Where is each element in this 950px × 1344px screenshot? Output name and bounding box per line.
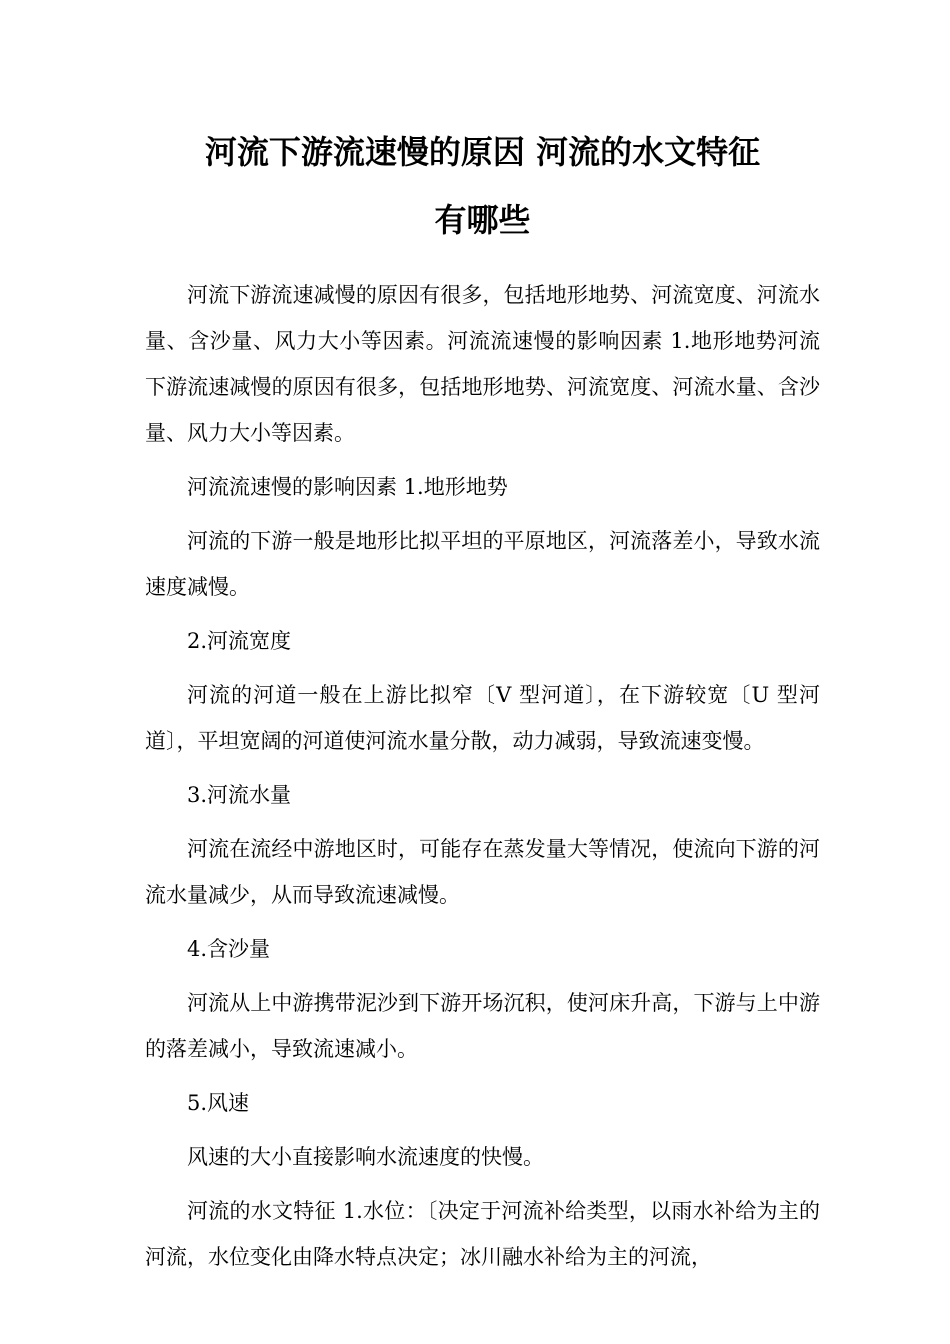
heading-river-width: 2.河流宽度 (187, 629, 292, 653)
paragraph-water-volume: 河流在流经中游地区时，可能存在蒸发量大等情况，使流向下游的河流水量减少，从而导致流速减慢。 (145, 837, 820, 907)
document-title (145, 118, 820, 254)
paragraph-hydrology: 河流的水文特征 1.水位：〔决定于河流补给类型，以雨水补给为主的河流，水位变化由降水特点决定；冰川融水补给为主的河流， (145, 1199, 820, 1269)
paragraph-sediment: 河流从上中游携带泥沙到下游开场沉积，使河床升高，下游与上中游的落差减小，导致流速减小。 (145, 991, 820, 1061)
paragraph-intro: 河流下游流速减慢的原因有很多，包括地形地势、河流宽度、河流水量、含沙量、风力大小等因素。河流流速慢的影响因素 1.地形地势河流下游流速减慢的原因有很多，包括地形地势、河流宽度、河流水量、含沙量、风力大小等因素。 (145, 283, 820, 445)
document-body (145, 272, 820, 1280)
heading-wind-speed: 5.风速 (187, 1091, 250, 1115)
title-line-2: 有哪些 (434, 201, 531, 239)
paragraph-wind-speed: 风速的大小直接影响水流速度的快慢。 (187, 1145, 544, 1169)
paragraph-river-width: 河流的河道一般在上游比拟窄〔V 型河道〕，在下游较宽〔U 型河道〕，平坦宽阔的河道使河流水量分散，动力减弱，导致流速变慢。 (145, 683, 820, 753)
paragraph-terrain: 河流的下游一般是地形比拟平坦的平原地区，河流落差小，导致水流速度减慢。 (145, 529, 820, 599)
paragraph-factors-heading: 河流流速慢的影响因素 1.地形地势 (187, 475, 508, 499)
heading-water-volume: 3.河流水量 (187, 783, 292, 807)
heading-sediment: 4.含沙量 (187, 937, 271, 961)
title-line-1: 河流下游流速慢的原因 河流的水文特征 (204, 133, 761, 171)
